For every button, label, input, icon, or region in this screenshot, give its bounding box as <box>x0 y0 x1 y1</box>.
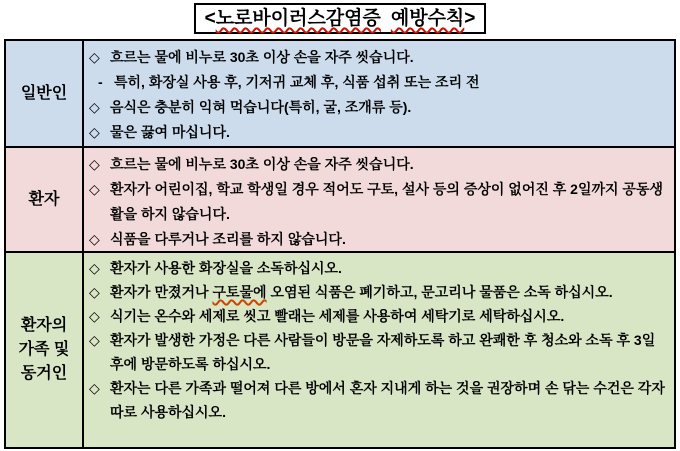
rule-item <box>89 120 668 145</box>
rule-item <box>89 95 668 120</box>
rule-text-spellcheck-marked: 구토물에 <box>212 284 267 300</box>
rule-text: 환자가 발생한 가정은 다른 사람들이 방문을 자제하도록 하고 완쾌한 후 청소와 소독 후 3일 후에 방문하도록 하십시오. <box>110 332 656 372</box>
diamond-bullet-icon: ◇ <box>89 260 100 276</box>
rule-item <box>89 177 668 227</box>
diamond-bullet-icon: ◇ <box>89 231 100 247</box>
table-row-general <box>6 41 674 146</box>
rule-text <box>110 280 668 304</box>
row-label-general: 일반인 <box>6 41 84 146</box>
rule-text: 환자가 어린이집, 학교 학생일 경우 적어도 구토, 설사 등의 증상이 없어진 후 2일까지 공동생활을 하지 않습니다. <box>110 181 663 222</box>
rule-item <box>89 376 668 424</box>
rule-text: 물은 끓여 마십니다. <box>110 124 230 140</box>
table-row-family <box>6 251 674 447</box>
rule-item <box>89 227 668 252</box>
title-close-bracket: > <box>464 8 476 29</box>
row-content-patient <box>84 148 674 251</box>
diamond-bullet-icon: ◇ <box>89 99 100 115</box>
prevention-rules-table <box>4 39 676 449</box>
diamond-bullet-icon: ◇ <box>89 284 100 300</box>
diamond-bullet-icon: ◇ <box>89 380 100 396</box>
title-word-rules: 예방수칙 <box>390 8 465 29</box>
rule-text: 식기는 온수와 세제로 씻고 빨래는 세제를 사용하여 세탁기로 세탁하십시오. <box>110 308 565 324</box>
rule-text: 환자는 다른 가족과 떨어져 다른 방에서 혼자 지내게 하는 것을 권장하며 손 닦는 수건은 각자 따로 사용하십시오. <box>110 380 665 420</box>
rule-item <box>89 328 668 376</box>
rule-item <box>89 280 668 304</box>
rule-text: 흐르는 물에 비누로 30초 이상 손을 자주 씻습니다. <box>110 49 414 65</box>
rule-text: 특히, 화장실 사용 후, 기저귀 교체 후, 식품 섭취 또는 조리 전 <box>114 74 480 90</box>
rule-text: 흐르는 물에 비누로 30초 이상 손을 자주 씻습니다. <box>110 156 414 172</box>
diamond-bullet-icon: ◇ <box>89 156 100 172</box>
rule-subitem <box>89 70 668 95</box>
row-content-general <box>84 41 674 146</box>
title-word-disease: 노로바이러스감염증 <box>215 8 381 29</box>
title-open-bracket: < <box>204 8 216 29</box>
rule-text: 환자가 사용한 화장실을 소독하십시오. <box>110 260 342 276</box>
rule-text-post: 오염된 식품은 폐기하고, 문고리나 물품은 소독 하십시오. <box>266 284 613 300</box>
rule-item <box>89 304 668 328</box>
rule-text-pre: 환자가 만졌거나 <box>110 284 213 300</box>
diamond-bullet-icon: ◇ <box>89 332 100 348</box>
page-title <box>194 3 487 34</box>
row-content-family <box>84 253 674 447</box>
diamond-bullet-icon: ◇ <box>89 49 100 65</box>
diamond-bullet-icon: ◇ <box>89 124 100 140</box>
diamond-bullet-icon: ◇ <box>89 181 100 197</box>
diamond-bullet-icon: ◇ <box>89 308 100 324</box>
rule-item <box>89 45 668 70</box>
dash-bullet-icon: - <box>98 74 103 90</box>
row-label-family: 환자의 가족 및 동거인 <box>6 253 84 447</box>
rule-text: 음식은 충분히 익혀 먹습니다(특히, 굴, 조개류 등). <box>110 99 412 115</box>
rule-item <box>89 152 668 177</box>
rule-item <box>89 256 668 280</box>
table-row-patient <box>6 146 674 251</box>
rule-text: 식품을 다루거나 조리를 하지 않습니다. <box>110 231 346 247</box>
row-label-patient: 환자 <box>6 148 84 251</box>
